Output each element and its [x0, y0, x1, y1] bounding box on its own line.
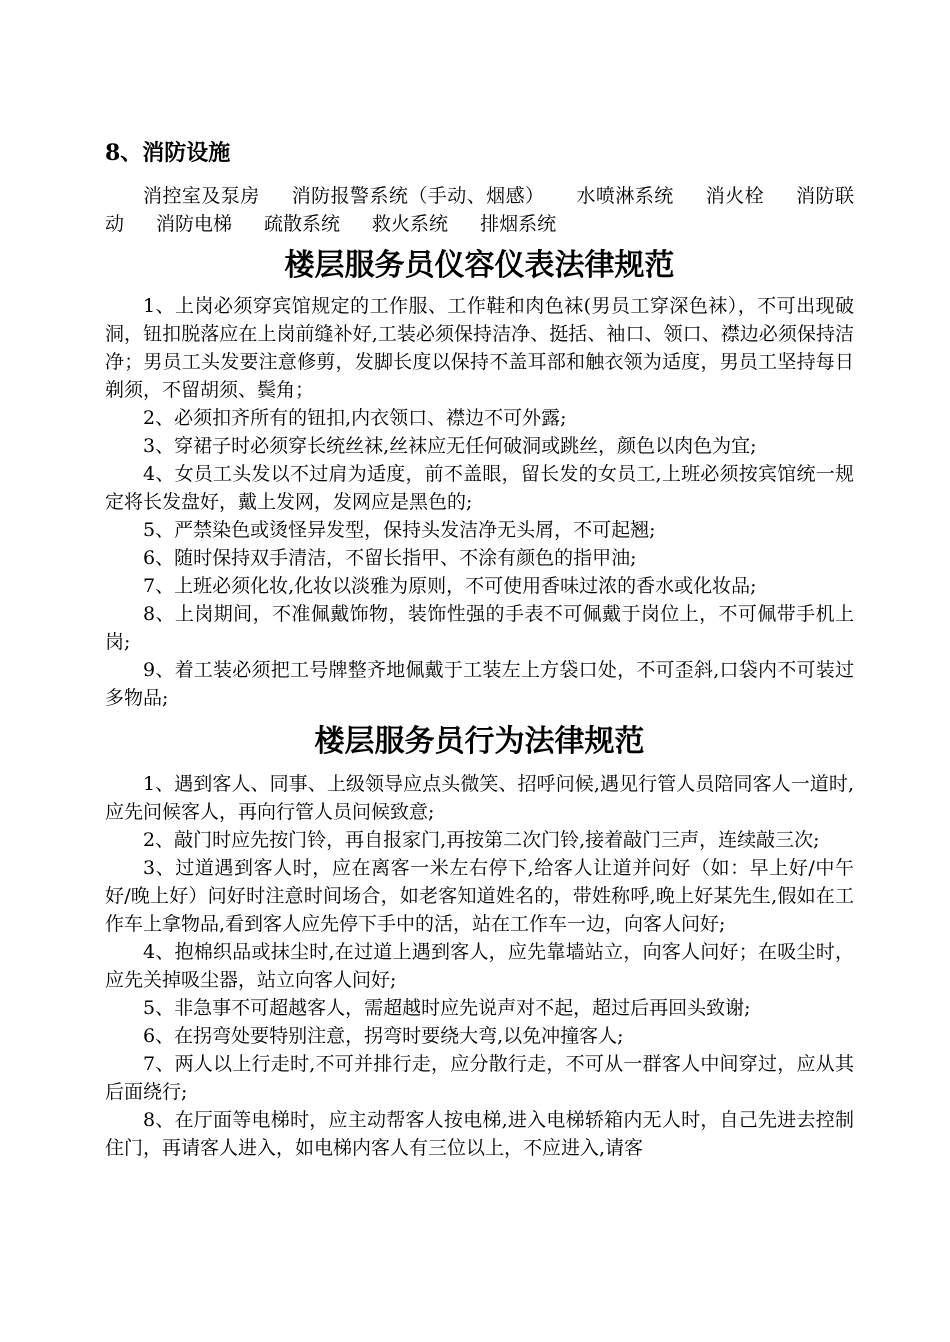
appearance-rule: 6、随时保持双手清洁，不留长指甲、不涂有颜色的指甲油;	[143, 547, 637, 569]
appearance-rule: 7、上班必须化妆,化妆以淡雅为原则，不可使用香味过浓的香水或化妆品;	[143, 575, 757, 597]
appearance-rule: 1、上岗必须穿宾馆规定的工作服、工作鞋和肉色袜(男员工穿深色袜），不可出现破洞，钮扣脱落应在上岗前缝补好,工装必须保持洁净、挺括、袖口、领口、襟边必须保持洁净；男员工头发要注意修剪，发脚长度以保持不盖耳部和触衣领为适度，男员工坚持每日剃须，不留胡须、鬓角；	[105, 295, 854, 401]
facility-item: 消防联动	[105, 185, 854, 235]
appearance-rule: 5、严禁染色或烫怪异发型，保持头发洁净无头屑，不可起翘;	[143, 519, 656, 541]
appearance-rule: 3、穿裙子时必须穿长统丝袜,丝袜应无任何破洞或跳丝，颜色以肉色为宜;	[143, 435, 757, 457]
behavior-rule: 5、非急事不可超越客人，需超越时应先说声对不起，超过后再回头致谢;	[143, 997, 751, 1019]
appearance-rule: 8、上岗期间，不准佩戴饰物，装饰性强的手表不可佩戴于岗位上，不可佩带手机上岗;	[105, 603, 854, 653]
facility-item: 消防报警系统（手动、烟感）	[291, 185, 545, 207]
section-title: 8、消防设施	[105, 140, 231, 166]
appearance-rule: 9、着工装必须把工号牌整齐地佩戴于工装左上方袋口处，不可歪斜,口袋内不可装过多物品;	[105, 659, 854, 709]
appearance-rule: 2、必须扣齐所有的钮扣,内衣领口、襟边不可外露;	[143, 407, 567, 429]
facility-item: 消控室及泵房	[143, 185, 260, 207]
facility-item: 疏散系统	[264, 213, 341, 235]
behavior-rule: 8、在厅面等电梯时，应主动帮客人按电梯,进入电梯轿箱内无人时，自己先进去控制住门，再请客人进入，如电梯内客人有三位以上，不应进入,请客	[105, 1109, 854, 1159]
behavior-rule: 1、遇到客人、同事、上级领导应点头微笑、招呼问候,遇见行管人员陪同客人一道时,应先问候客人，再向行管人员问候致意;	[105, 773, 854, 823]
appearance-heading: 楼层服务员仪容仪表法律规范	[284, 248, 675, 283]
appearance-rule: 4、女员工头发以不过肩为适度，前不盖眼，留长发的女员工,上班必须按宾馆统一规定将长发盘好，戴上发网，发网应是黑色的;	[105, 463, 854, 513]
behavior-rule: 6、在拐弯处要特别注意，拐弯时要绕大弯,以免冲撞客人;	[143, 1025, 624, 1047]
facility-item: 排烟系统	[480, 213, 557, 235]
facility-item: 消火栓	[705, 185, 765, 207]
behavior-rule: 2、敲门时应先按门铃，再自报家门,再按第二次门铃,接着敲门三声，连续敲三次;	[143, 829, 820, 851]
behavior-heading: 楼层服务员行为法律规范	[314, 724, 645, 759]
facility-item: 救火系统	[372, 213, 449, 235]
behavior-rule: 4、抱棉织品或抹尘时,在过道上遇到客人，应先靠墙站立，向客人问好；在吸尘时，应先关掉吸尘器，站立向客人问好;	[105, 941, 854, 991]
facilities-list	[105, 182, 854, 238]
behavior-rule: 7、两人以上行走时,不可并排行走，应分散行走，不可从一群客人中间穿过，应从其后面绕行;	[105, 1053, 854, 1103]
behavior-rule: 3、过道遇到客人时，应在离客一米左右停下,给客人让道并问好（如：早上好/中午好/晚上好）问好时注意时间场合，如老客知道姓名的，带姓称呼,晚上好某先生,假如在工作车上拿物品,看到客人应先停下手中的活，站在工作车一边，向客人问好;	[105, 857, 854, 935]
facility-item: 消防电梯	[156, 213, 233, 235]
facility-item: 水喷淋系统	[576, 185, 674, 207]
